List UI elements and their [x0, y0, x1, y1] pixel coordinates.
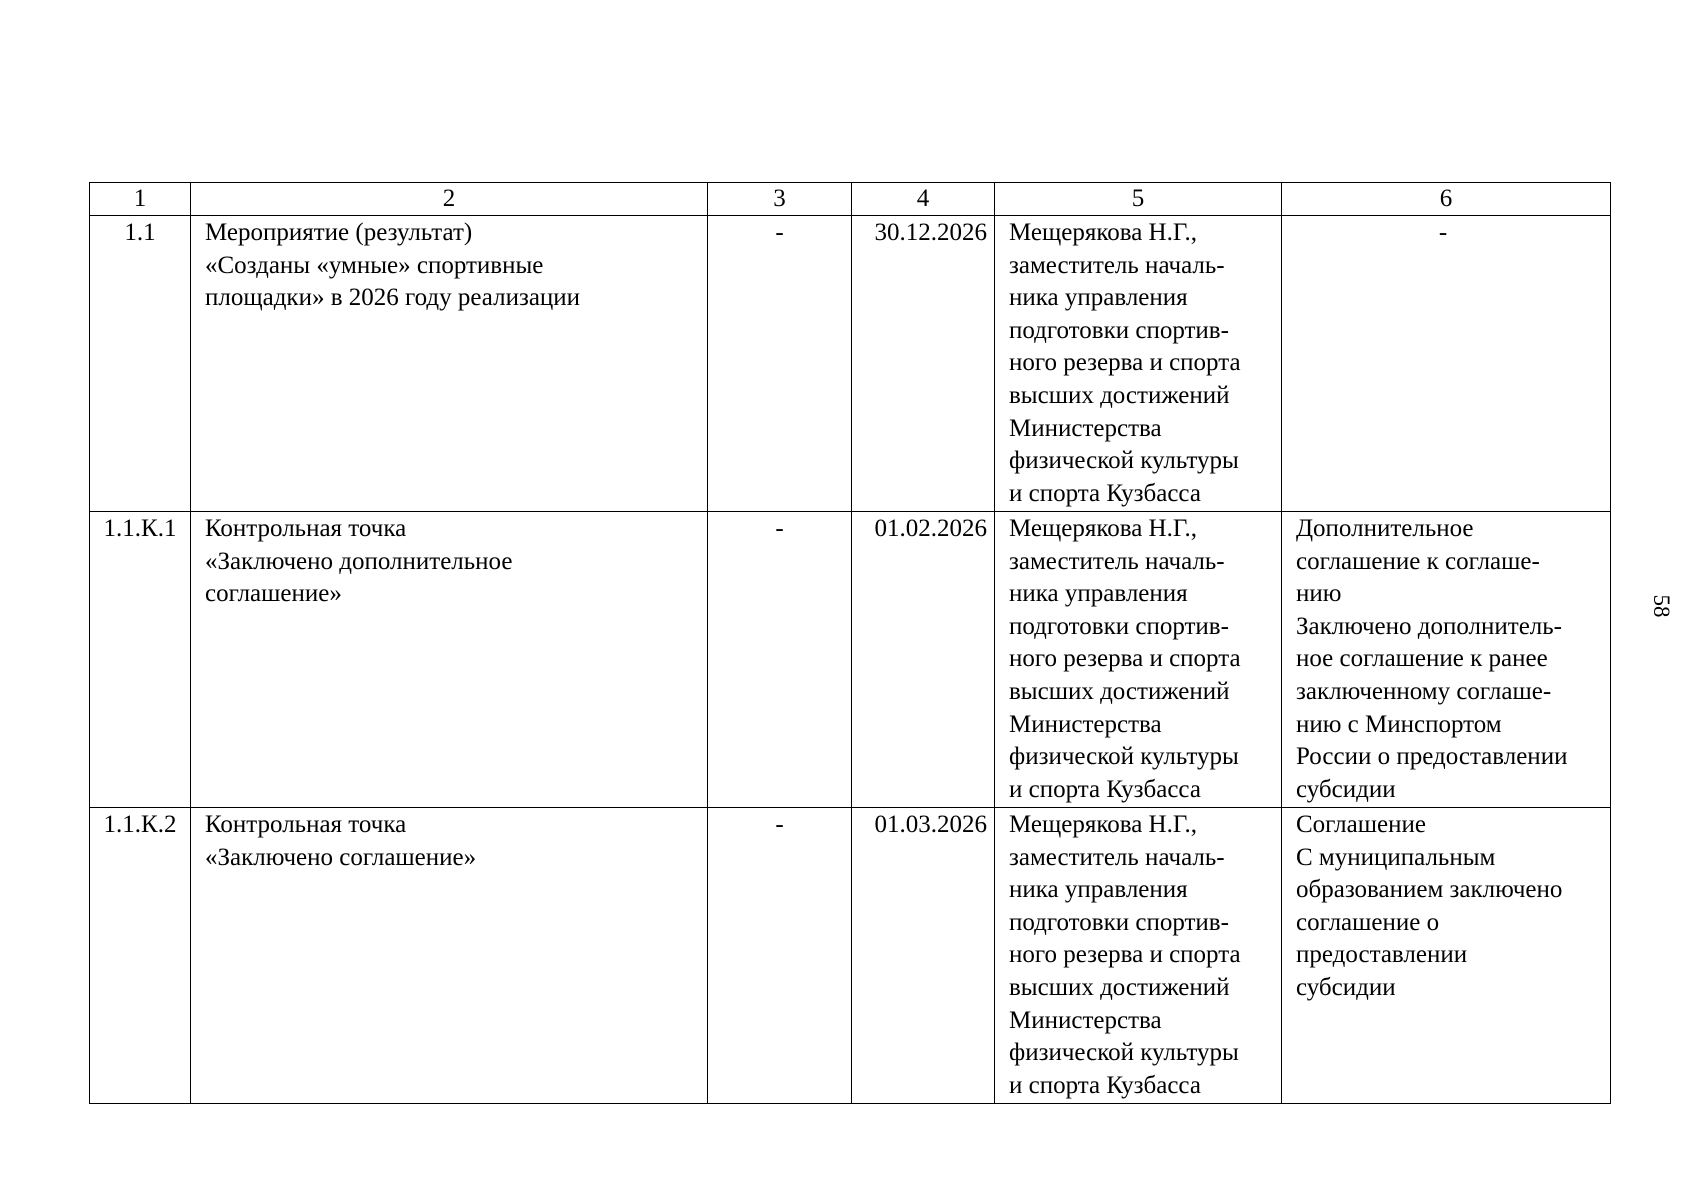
- activity-name: [191, 512, 708, 808]
- text-line: ника управления: [1009, 876, 1188, 904]
- text-line: «Заключено соглашение»: [205, 843, 477, 871]
- text-line: высших достижений: [1009, 381, 1230, 409]
- text-line: Министерства: [1009, 710, 1162, 738]
- responsible-person: [995, 216, 1282, 512]
- text-line: Заключено дополнитель-: [1296, 612, 1562, 640]
- row-number: 1.1.К.2: [90, 808, 191, 1104]
- table-header-row: [90, 183, 1611, 216]
- text-line: Контрольная точка: [205, 811, 407, 838]
- text-line: подготовки спортив-: [1009, 908, 1229, 936]
- text-line: «Заключено дополнительное: [205, 547, 513, 575]
- text-line: заключенному соглаше-: [1296, 677, 1552, 705]
- text-line: Министерства: [1009, 414, 1162, 442]
- deadline-date: 01.02.2026: [852, 512, 995, 808]
- text-line: Министерства: [1009, 1006, 1162, 1034]
- text-line: -: [1438, 219, 1448, 246]
- text-line: ного резерва и спорта: [1009, 645, 1241, 673]
- control-points-table: [89, 182, 1611, 1104]
- deadline-date: 01.03.2026: [852, 808, 995, 1104]
- text-line: соглашение»: [205, 580, 342, 608]
- text-line: ное соглашение к ранее: [1296, 645, 1548, 673]
- text-line: Мещерякова Н.Г.,: [1009, 515, 1197, 542]
- text-line: Контрольная точка: [205, 515, 407, 542]
- text-line: соглашение о: [1296, 908, 1440, 936]
- text-line: физической культуры: [1009, 743, 1239, 771]
- row-number: 1.1.К.1: [90, 512, 191, 808]
- text-line: «Созданы «умные» спортивные: [205, 251, 544, 279]
- text-line: физической культуры: [1009, 447, 1239, 475]
- text-line: субсидии: [1296, 973, 1396, 1001]
- text-line: субсидии: [1296, 775, 1396, 803]
- column-3-value: -: [708, 216, 852, 512]
- table-row: [90, 216, 1611, 512]
- text-line: нию с Минспортом: [1296, 710, 1502, 738]
- page-number: 58: [1649, 594, 1674, 618]
- text-line: ного резерва и спорта: [1009, 941, 1241, 969]
- header-cell: 6: [1282, 183, 1611, 216]
- result-document: [1282, 512, 1611, 808]
- column-3-value: -: [708, 808, 852, 1104]
- text-line: физической культуры: [1009, 1039, 1239, 1067]
- text-line: высших достижений: [1009, 973, 1230, 1001]
- text-line: нию: [1296, 580, 1342, 608]
- text-line: ного резерва и спорта: [1009, 349, 1241, 377]
- text-line: Мещерякова Н.Г.,: [1009, 811, 1197, 838]
- text-line: площадки» в 2026 году реализации: [205, 284, 581, 312]
- table-row: [90, 512, 1611, 808]
- text-line: и спорта Кузбасса: [1009, 775, 1201, 803]
- responsible-person: [995, 808, 1282, 1104]
- text-line: ника управления: [1009, 580, 1188, 608]
- activity-name: [191, 808, 708, 1104]
- text-line: заместитель началь-: [1009, 843, 1225, 871]
- text-line: Мероприятие (результат): [205, 219, 473, 246]
- text-line: и спорта Кузбасса: [1009, 479, 1201, 507]
- text-line: С муниципальным: [1296, 843, 1496, 871]
- text-line: Дополнительное: [1296, 515, 1474, 542]
- text-line: образованием заключено: [1296, 876, 1563, 904]
- column-3-value: -: [708, 512, 852, 808]
- text-line: предоставлении: [1296, 941, 1468, 969]
- header-cell: 2: [191, 183, 708, 216]
- text-line: Мещерякова Н.Г.,: [1009, 219, 1197, 246]
- header-cell: 4: [852, 183, 995, 216]
- text-line: заместитель началь-: [1009, 547, 1225, 575]
- text-line: соглашение к соглаше-: [1296, 547, 1540, 575]
- text-line: Соглашение: [1296, 811, 1426, 838]
- header-cell: 3: [708, 183, 852, 216]
- deadline-date: 30.12.2026: [852, 216, 995, 512]
- text-line: подготовки спортив-: [1009, 316, 1229, 344]
- text-line: ника управления: [1009, 284, 1188, 312]
- text-line: высших достижений: [1009, 677, 1230, 705]
- text-line: подготовки спортив-: [1009, 612, 1229, 640]
- responsible-person: [995, 512, 1282, 808]
- header-cell: 5: [995, 183, 1282, 216]
- text-line: и спорта Кузбасса: [1009, 1071, 1201, 1099]
- result-document: [1282, 216, 1611, 512]
- table-row: [90, 808, 1611, 1104]
- text-line: России о предоставлении: [1296, 743, 1568, 771]
- activity-name: [191, 216, 708, 512]
- header-cell: 1: [90, 183, 191, 216]
- result-document: [1282, 808, 1611, 1104]
- row-number: 1.1: [90, 216, 191, 512]
- text-line: заместитель началь-: [1009, 251, 1225, 279]
